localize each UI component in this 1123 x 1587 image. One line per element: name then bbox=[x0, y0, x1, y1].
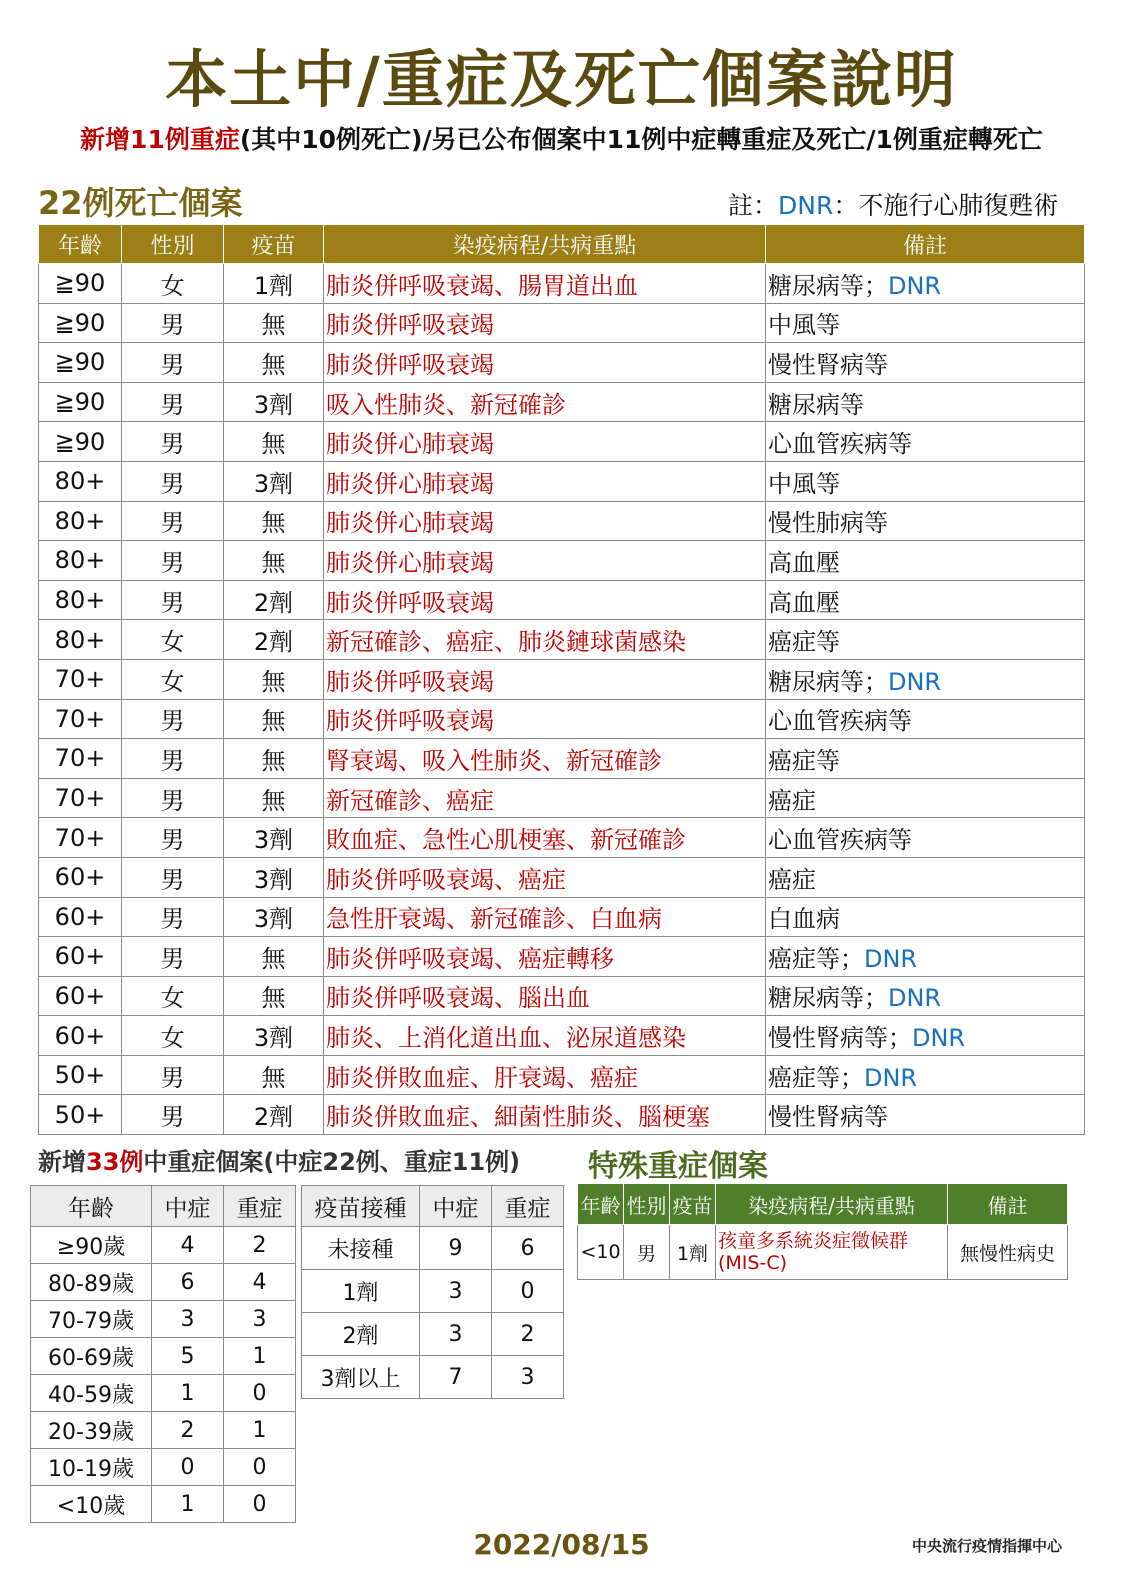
death-remark-text: 高血壓 bbox=[768, 588, 840, 617]
death-cases-table bbox=[38, 224, 1085, 1135]
age-row bbox=[31, 1227, 296, 1264]
death-vaccine: 無 bbox=[224, 303, 324, 343]
death-vaccine: 1劑 bbox=[224, 264, 324, 304]
special-col-remark: 備註 bbox=[948, 1184, 1068, 1225]
death-course: 敗血症、急性心肌梗塞、新冠確診 bbox=[324, 818, 766, 858]
vaccine-row bbox=[302, 1270, 564, 1313]
death-sex: 男 bbox=[122, 541, 224, 581]
death-remark bbox=[766, 264, 1085, 304]
death-course: 肺炎併呼吸衰竭 bbox=[324, 343, 766, 383]
page-title: 本土中/重症及死亡個案說明 bbox=[165, 43, 958, 116]
age-severe: 0 bbox=[224, 1486, 296, 1523]
death-vaccine: 3劑 bbox=[224, 382, 324, 422]
age-table-header bbox=[31, 1186, 296, 1227]
death-course: 肺炎併呼吸衰竭 bbox=[324, 699, 766, 739]
death-sex: 男 bbox=[122, 937, 224, 977]
death-remark bbox=[766, 1055, 1085, 1095]
death-remark-text: 癌症 bbox=[768, 786, 816, 815]
special-course bbox=[716, 1225, 948, 1280]
death-remark-text: 高血壓 bbox=[768, 548, 840, 577]
note-dnr: DNR bbox=[778, 191, 834, 220]
death-vaccine: 3劑 bbox=[224, 461, 324, 501]
age-moderate: 1 bbox=[152, 1486, 224, 1523]
vaccine-severe: 2 bbox=[492, 1313, 564, 1356]
death-vaccine: 無 bbox=[224, 541, 324, 581]
age-label: 70-79歲 bbox=[31, 1301, 152, 1338]
death-course: 肺炎併心肺衰竭 bbox=[324, 422, 766, 462]
death-remark bbox=[766, 1016, 1085, 1056]
special-remark: 無慢性病史 bbox=[948, 1225, 1068, 1280]
death-sex: 男 bbox=[122, 778, 224, 818]
footer-org: 中央流行疫情指揮中心 bbox=[912, 1537, 1063, 1555]
vacc-col-severe: 重症 bbox=[492, 1186, 564, 1227]
age-col-age: 年齡 bbox=[31, 1186, 152, 1227]
death-remark bbox=[766, 461, 1085, 501]
death-sex: 男 bbox=[122, 857, 224, 897]
age-moderate: 4 bbox=[152, 1227, 224, 1264]
vacc-col-label: 疫苗接種 bbox=[302, 1186, 420, 1227]
death-course: 肺炎併心肺衰竭 bbox=[324, 501, 766, 541]
vaccine-label: 2劑 bbox=[302, 1313, 420, 1356]
death-row bbox=[39, 778, 1085, 818]
special-col-sex: 性別 bbox=[624, 1184, 670, 1225]
vaccine-severe: 0 bbox=[492, 1270, 564, 1313]
death-sex: 男 bbox=[122, 818, 224, 858]
new-heading-suffix: 中重症個案(中症22例、重症11例) bbox=[143, 1148, 521, 1176]
death-vaccine: 3劑 bbox=[224, 897, 324, 937]
death-age: 70+ bbox=[39, 659, 122, 699]
death-row bbox=[39, 422, 1085, 462]
death-remark-text: 慢性腎病等 bbox=[768, 350, 888, 379]
death-remark-text: 中風等 bbox=[768, 469, 840, 498]
death-vaccine: 無 bbox=[224, 976, 324, 1016]
death-sex: 男 bbox=[122, 1055, 224, 1095]
death-remark bbox=[766, 818, 1085, 858]
death-course: 肺炎併呼吸衰竭、癌症 bbox=[324, 857, 766, 897]
death-sex: 男 bbox=[122, 382, 224, 422]
vacc-col-moderate: 中症 bbox=[420, 1186, 492, 1227]
death-sex: 男 bbox=[122, 739, 224, 779]
death-course: 肺炎併呼吸衰竭、腸胃道出血 bbox=[324, 264, 766, 304]
age-row bbox=[31, 1338, 296, 1375]
death-remark-text: 心血管疾病等 bbox=[768, 826, 912, 855]
death-remark bbox=[766, 343, 1085, 383]
death-sex: 女 bbox=[122, 264, 224, 304]
death-sex: 男 bbox=[122, 303, 224, 343]
vaccine-moderate: 9 bbox=[420, 1227, 492, 1270]
subtitle bbox=[0, 120, 1123, 156]
special-row bbox=[578, 1225, 1068, 1280]
vaccine-label: 1劑 bbox=[302, 1270, 420, 1313]
death-sex: 男 bbox=[122, 343, 224, 383]
report-date: 2022/08/15 bbox=[473, 1528, 650, 1561]
special-case-table bbox=[577, 1183, 1068, 1280]
death-course: 肺炎併呼吸衰竭 bbox=[324, 303, 766, 343]
death-age: ≧90 bbox=[39, 264, 122, 304]
age-severe: 1 bbox=[224, 1338, 296, 1375]
new-cases-heading bbox=[38, 1142, 520, 1177]
death-remark-text: 糖尿病等 bbox=[768, 390, 864, 419]
vaccine-severe: 3 bbox=[492, 1356, 564, 1399]
death-vaccine: 2劑 bbox=[224, 580, 324, 620]
death-age: 60+ bbox=[39, 857, 122, 897]
death-age: 80+ bbox=[39, 461, 122, 501]
deaths-heading: 22例死亡個案 bbox=[38, 184, 243, 222]
death-row bbox=[39, 620, 1085, 660]
death-remark-dnr: DNR bbox=[864, 944, 918, 973]
death-row bbox=[39, 580, 1085, 620]
death-course: 肺炎併敗血症、細菌性肺炎、腦梗塞 bbox=[324, 1095, 766, 1135]
age-moderate: 3 bbox=[152, 1301, 224, 1338]
death-age: 60+ bbox=[39, 1016, 122, 1056]
death-vaccine: 2劑 bbox=[224, 620, 324, 660]
death-age: ≧90 bbox=[39, 422, 122, 462]
age-severe: 1 bbox=[224, 1412, 296, 1449]
age-severe: 0 bbox=[224, 1375, 296, 1412]
death-age: 70+ bbox=[39, 818, 122, 858]
death-vaccine: 無 bbox=[224, 1055, 324, 1095]
age-col-moderate: 中症 bbox=[152, 1186, 224, 1227]
death-vaccine: 2劑 bbox=[224, 1095, 324, 1135]
age-col-severe: 重症 bbox=[224, 1186, 296, 1227]
age-moderate: 0 bbox=[152, 1449, 224, 1486]
age-label: 20-39歲 bbox=[31, 1412, 152, 1449]
death-vaccine: 3劑 bbox=[224, 1016, 324, 1056]
death-age: ≧90 bbox=[39, 343, 122, 383]
col-remark: 備註 bbox=[766, 225, 1085, 264]
vaccine-row bbox=[302, 1313, 564, 1356]
death-row bbox=[39, 264, 1085, 304]
death-vaccine: 3劑 bbox=[224, 857, 324, 897]
special-table-header bbox=[578, 1184, 1068, 1225]
death-age: 50+ bbox=[39, 1055, 122, 1095]
death-age: 60+ bbox=[39, 937, 122, 977]
death-remark-text: 慢性腎病等 bbox=[768, 1103, 888, 1132]
death-remark-text: 中風等 bbox=[768, 311, 840, 340]
death-age: 60+ bbox=[39, 897, 122, 937]
death-remark-text: 糖尿病等； bbox=[768, 984, 888, 1013]
death-table-header bbox=[39, 225, 1085, 264]
death-vaccine: 無 bbox=[224, 778, 324, 818]
age-severe: 3 bbox=[224, 1301, 296, 1338]
death-row bbox=[39, 461, 1085, 501]
death-sex: 男 bbox=[122, 422, 224, 462]
death-age: 50+ bbox=[39, 1095, 122, 1135]
death-age: 80+ bbox=[39, 580, 122, 620]
death-vaccine: 無 bbox=[224, 659, 324, 699]
age-label: 40-59歲 bbox=[31, 1375, 152, 1412]
death-row bbox=[39, 659, 1085, 699]
death-age: 70+ bbox=[39, 739, 122, 779]
special-col-vaccine: 疫苗 bbox=[670, 1184, 716, 1225]
subtitle-text: (其中10例死亡)/另已公布個案中11例中症轉重症及死亡/1例重症轉死亡 bbox=[239, 125, 1043, 154]
age-moderate: 1 bbox=[152, 1375, 224, 1412]
death-course: 肺炎併心肺衰竭 bbox=[324, 461, 766, 501]
death-remark bbox=[766, 303, 1085, 343]
death-vaccine: 無 bbox=[224, 501, 324, 541]
new-heading-count: 33例 bbox=[86, 1148, 144, 1176]
special-sex: 男 bbox=[624, 1225, 670, 1280]
vaccine-severe: 6 bbox=[492, 1227, 564, 1270]
death-remark-dnr: DNR bbox=[888, 667, 942, 696]
death-row bbox=[39, 739, 1085, 779]
death-course: 腎衰竭、吸入性肺炎、新冠確診 bbox=[324, 739, 766, 779]
age-moderate: 5 bbox=[152, 1338, 224, 1375]
death-remark bbox=[766, 580, 1085, 620]
death-remark bbox=[766, 778, 1085, 818]
death-row bbox=[39, 818, 1085, 858]
death-remark bbox=[766, 937, 1085, 977]
death-remark bbox=[766, 699, 1085, 739]
death-remark bbox=[766, 1095, 1085, 1135]
vaccine-table-header bbox=[302, 1186, 564, 1227]
death-vaccine: 無 bbox=[224, 937, 324, 977]
death-remark-text: 糖尿病等； bbox=[768, 271, 888, 300]
death-remark-text: 癌症等 bbox=[768, 628, 840, 657]
death-remark bbox=[766, 659, 1085, 699]
age-label: ≥90歲 bbox=[31, 1227, 152, 1264]
death-row bbox=[39, 343, 1085, 383]
death-course: 新冠確診、癌症 bbox=[324, 778, 766, 818]
death-course: 肺炎併呼吸衰竭、腦出血 bbox=[324, 976, 766, 1016]
death-course: 肺炎併敗血症、肝衰竭、癌症 bbox=[324, 1055, 766, 1095]
death-remark-text: 慢性肺病等 bbox=[768, 509, 888, 538]
death-remark-text: 心血管疾病等 bbox=[768, 430, 912, 459]
death-sex: 男 bbox=[122, 461, 224, 501]
death-remark-dnr: DNR bbox=[888, 984, 942, 1013]
vaccine-moderate: 3 bbox=[420, 1270, 492, 1313]
death-course: 肺炎併呼吸衰竭 bbox=[324, 580, 766, 620]
death-vaccine: 無 bbox=[224, 699, 324, 739]
special-age: <10 bbox=[578, 1225, 624, 1280]
age-severe: 2 bbox=[224, 1227, 296, 1264]
death-vaccine: 3劑 bbox=[224, 818, 324, 858]
death-sex: 男 bbox=[122, 699, 224, 739]
death-row bbox=[39, 1016, 1085, 1056]
death-remark bbox=[766, 857, 1085, 897]
age-row bbox=[31, 1486, 296, 1523]
note-text: ：不施行心肺復甦術 bbox=[833, 191, 1059, 220]
death-course: 肺炎併呼吸衰竭、癌症轉移 bbox=[324, 937, 766, 977]
vaccine-moderate: 7 bbox=[420, 1356, 492, 1399]
death-remark-dnr: DNR bbox=[912, 1024, 966, 1053]
death-row bbox=[39, 857, 1085, 897]
death-sex: 男 bbox=[122, 1095, 224, 1135]
col-age: 年齡 bbox=[39, 225, 122, 264]
age-row bbox=[31, 1449, 296, 1486]
vaccine-row bbox=[302, 1356, 564, 1399]
dnr-note bbox=[728, 186, 1058, 222]
death-sex: 女 bbox=[122, 1016, 224, 1056]
death-remark bbox=[766, 422, 1085, 462]
col-sex: 性別 bbox=[122, 225, 224, 264]
death-course: 急性肝衰竭、新冠確診、白血病 bbox=[324, 897, 766, 937]
age-moderate: 6 bbox=[152, 1264, 224, 1301]
death-sex: 女 bbox=[122, 659, 224, 699]
death-sex: 男 bbox=[122, 897, 224, 937]
death-remark bbox=[766, 976, 1085, 1016]
death-age: 60+ bbox=[39, 976, 122, 1016]
special-col-course: 染疫病程/共病重點 bbox=[716, 1184, 948, 1225]
death-sex: 男 bbox=[122, 501, 224, 541]
death-row bbox=[39, 897, 1085, 937]
new-heading-prefix: 新增 bbox=[38, 1148, 86, 1176]
death-vaccine: 無 bbox=[224, 739, 324, 779]
death-remark-text: 癌症等； bbox=[768, 944, 864, 973]
death-remark-text: 慢性腎病等； bbox=[768, 1024, 912, 1053]
death-age: ≧90 bbox=[39, 303, 122, 343]
special-vaccine: 1劑 bbox=[670, 1225, 716, 1280]
death-row bbox=[39, 1055, 1085, 1095]
age-row bbox=[31, 1264, 296, 1301]
age-label: <10歲 bbox=[31, 1486, 152, 1523]
death-row bbox=[39, 976, 1085, 1016]
death-sex: 男 bbox=[122, 580, 224, 620]
age-row bbox=[31, 1301, 296, 1338]
special-col-age: 年齡 bbox=[578, 1184, 624, 1225]
death-age: 80+ bbox=[39, 541, 122, 581]
vaccine-row bbox=[302, 1227, 564, 1270]
death-age: 70+ bbox=[39, 778, 122, 818]
death-row bbox=[39, 501, 1085, 541]
death-row bbox=[39, 303, 1085, 343]
death-remark bbox=[766, 382, 1085, 422]
age-row bbox=[31, 1412, 296, 1449]
death-row bbox=[39, 1095, 1085, 1135]
age-label: 60-69歲 bbox=[31, 1338, 152, 1375]
col-vaccine: 疫苗 bbox=[224, 225, 324, 264]
death-age: 80+ bbox=[39, 620, 122, 660]
death-remark-text: 心血管疾病等 bbox=[768, 707, 912, 736]
col-course: 染疫病程/共病重點 bbox=[324, 225, 766, 264]
vaccine-table bbox=[301, 1185, 564, 1399]
death-row bbox=[39, 937, 1085, 977]
death-remark-text: 糖尿病等； bbox=[768, 667, 888, 696]
death-remark bbox=[766, 501, 1085, 541]
death-age: 80+ bbox=[39, 501, 122, 541]
death-remark-text: 癌症等； bbox=[768, 1063, 864, 1092]
age-severe: 4 bbox=[224, 1264, 296, 1301]
death-row bbox=[39, 699, 1085, 739]
death-course: 肺炎、上消化道出血、泌尿道感染 bbox=[324, 1016, 766, 1056]
age-row bbox=[31, 1375, 296, 1412]
age-severe: 0 bbox=[224, 1449, 296, 1486]
death-age: ≧90 bbox=[39, 382, 122, 422]
death-course: 肺炎併心肺衰竭 bbox=[324, 541, 766, 581]
note-prefix: 註： bbox=[728, 191, 779, 220]
death-sex: 女 bbox=[122, 976, 224, 1016]
death-age: 70+ bbox=[39, 699, 122, 739]
death-vaccine: 無 bbox=[224, 343, 324, 383]
death-course: 新冠確診、癌症、肺炎鏈球菌感染 bbox=[324, 620, 766, 660]
death-remark-text: 白血病 bbox=[768, 905, 840, 934]
special-heading: 特殊重症個案 bbox=[588, 1149, 768, 1184]
vaccine-label: 未接種 bbox=[302, 1227, 420, 1270]
vaccine-label: 3劑以上 bbox=[302, 1356, 420, 1399]
death-remark bbox=[766, 739, 1085, 779]
special-course-line1: 孩童多系統炎症徵候群 bbox=[718, 1230, 909, 1252]
death-remark bbox=[766, 897, 1085, 937]
age-label: 80-89歲 bbox=[31, 1264, 152, 1301]
death-course: 肺炎併呼吸衰竭 bbox=[324, 659, 766, 699]
death-row bbox=[39, 541, 1085, 581]
death-course: 吸入性肺炎、新冠確診 bbox=[324, 382, 766, 422]
death-remark bbox=[766, 620, 1085, 660]
death-vaccine: 無 bbox=[224, 422, 324, 462]
age-moderate: 2 bbox=[152, 1412, 224, 1449]
subtitle-highlight: 新增11例重症 bbox=[80, 125, 240, 154]
death-row bbox=[39, 382, 1085, 422]
death-remark-dnr: DNR bbox=[888, 271, 942, 300]
death-remark-text: 癌症 bbox=[768, 865, 816, 894]
special-course-line2: (MIS-C) bbox=[718, 1252, 788, 1274]
death-remark bbox=[766, 541, 1085, 581]
age-table bbox=[30, 1185, 296, 1523]
vaccine-moderate: 3 bbox=[420, 1313, 492, 1356]
death-remark-dnr: DNR bbox=[864, 1063, 918, 1092]
death-remark-text: 癌症等 bbox=[768, 746, 840, 775]
age-label: 10-19歲 bbox=[31, 1449, 152, 1486]
death-sex: 女 bbox=[122, 620, 224, 660]
